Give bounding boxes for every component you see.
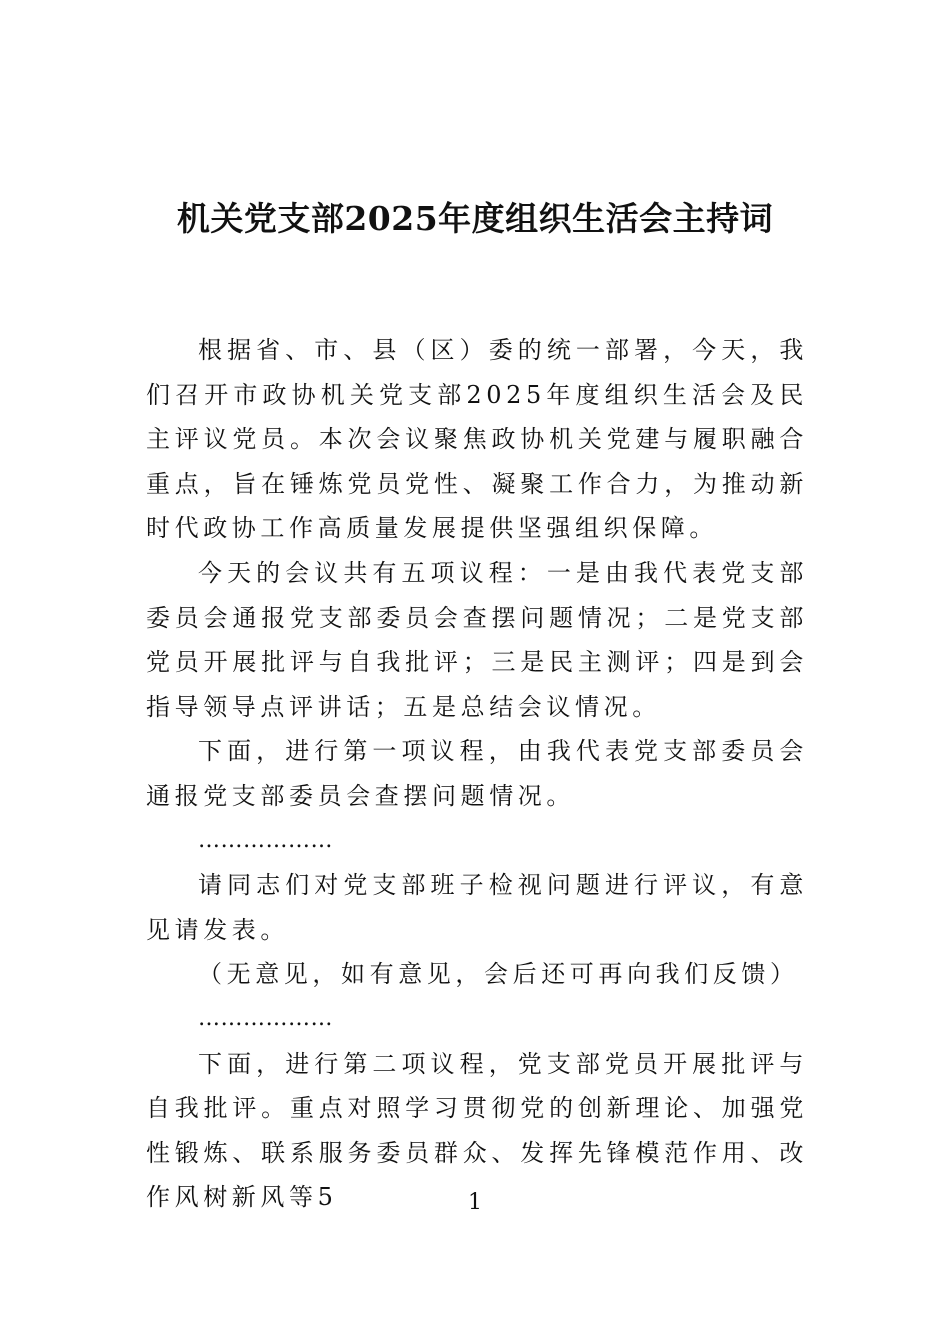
- paragraph-second-item: 下面，进行第二项议程，党支部党员开展批评与自我批评。重点对照学习贯彻党的创新理论、加强党性锻炼、联系服务委员群众、发挥先锋模范作用、改作风树新风等5: [146, 1049, 808, 1212]
- document-body: [146, 328, 808, 1220]
- page-number: 1: [468, 1190, 482, 1215]
- document-title: 机关党支部2025年度组织生活会主持词: [176, 199, 774, 238]
- paragraph-opening: 根据省、市、县（区）委的统一部署，今天，我们召开市政协机关党支部2025年度组织生活会及民主评议党员。本次会议聚焦政协机关党建与履职融合重点，旨在锤炼党员党性、凝聚工作合力，为推动新时代政协工作高质量发展提供坚强组织保障。: [146, 336, 808, 543]
- ellipsis-line: ………………: [198, 1005, 333, 1031]
- paragraph-invite-comments: 请同志们对党支部班子检视问题进行评议，有意见请发表。: [146, 871, 808, 944]
- paragraph-no-comments-note: （无意见，如有意见，会后还可再向我们反馈）: [198, 960, 799, 989]
- paragraph-first-item: 下面，进行第一项议程，由我代表党支部委员会通报党支部委员会查摆问题情况。: [146, 737, 808, 810]
- ellipsis-line: ………………: [198, 827, 333, 853]
- paragraph-agenda: 今天的会议共有五项议程：一是由我代表党支部委员会通报党支部委员会查摆问题情况；二是党支部党员开展批评与自我批评；三是民主测评；四是到会指导领导点评讲话；五是总结会议情况。: [146, 558, 808, 721]
